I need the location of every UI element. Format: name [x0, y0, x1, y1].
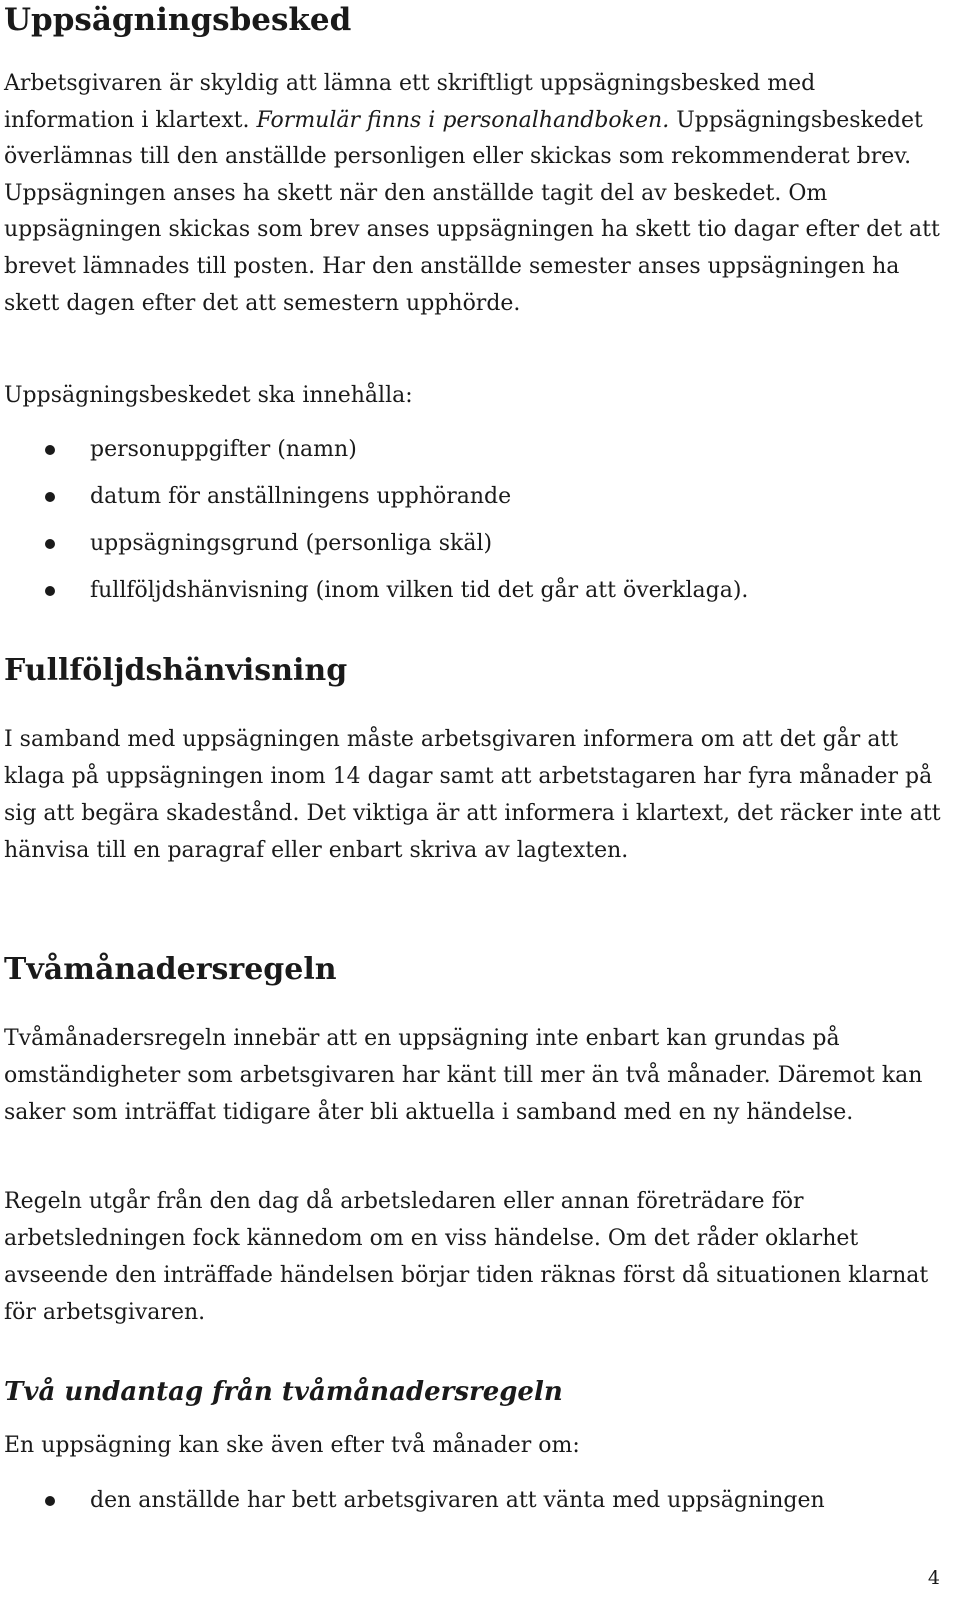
paragraph-text-start: Arbetsgivaren är skyldig att lämna ett skriftligt uppsägningsbesked med information i klartext. [4, 71, 816, 133]
paragraph-tvamanadersregeln-1: Tvåmånadersregeln innebär att en uppsägning inte enbart kan grundas på omständigheter som arbetsgivaren har känt till mer än två månader. Däremot kan saker som inträffat tidigare åter bli aktuella i samband med en ny händelse. [4, 1026, 923, 1125]
bullet-icon [45, 1496, 55, 1506]
paragraph-tvamanadersregeln-2: Regeln utgår från den dag då arbetsledaren eller annan företrädare för arbetsledningen fock kännedom om en viss händelse. Om det råder oklarhet avseende den inträffade händelsen börjar tiden räknas först då situationen klarnat för arbetsgivaren. [4, 1189, 929, 1325]
bullet-list-undantag [4, 1477, 944, 1524]
list-item [4, 426, 944, 473]
bullet-icon [45, 539, 55, 549]
list-item [4, 473, 944, 520]
bullet-icon [45, 492, 55, 502]
section-heading-fullfoljdshanvisning: Fullföljdshänvisning [4, 653, 348, 688]
paragraph-fullfoljdshanvisning: I samband med uppsägningen måste arbetsgivaren informera om att det går att klaga på uppsägningen inom 14 dagar samt att arbetstagaren har fyra månader på sig att begära skadestånd. Det viktiga är att informera i klartext, det räcker inte att hänvisa till en paragraf eller enbart skriva av lagtexten. [4, 727, 941, 863]
bullet-icon [45, 445, 55, 455]
list-item [4, 520, 944, 567]
list-item [4, 567, 944, 614]
section-heading-tvamanadersregeln: Tvåmånadersregeln [4, 952, 337, 987]
bullet-icon [45, 586, 55, 596]
section-heading-undantag: Två undantag från tvåmånadersregeln [4, 1377, 563, 1407]
bullet-list-besked [4, 426, 944, 614]
paragraph-text-end: Uppsägningsbeskedet överlämnas till den anställde personligen eller skickas som rekommenderat brev. Uppsägningen anses ha skett när den anställde tagit del av beskedet. Om uppsägningen skickas som brev anses uppsägningen ha skett tio dagar efter det att brevet lämnades till posten. Har den anställde semester anses uppsägningen ha skett dagen efter det att semestern upphörde. [4, 107, 940, 316]
list-item [4, 1477, 944, 1524]
paragraph-text-italic: Formulär finns i personalhandboken. [256, 107, 670, 133]
paragraph-undantag-intro: En uppsägning kan ske även efter två månader om: [4, 1433, 580, 1458]
list-item-text: den anställde har bett arbetsgivaren att vänta med uppsägningen [90, 1488, 825, 1513]
list-intro: Uppsägningsbeskedet ska innehålla: [4, 383, 413, 408]
list-item-text: uppsägningsgrund (personliga skäl) [90, 531, 493, 556]
list-item-text: personuppgifter (namn) [90, 437, 357, 462]
paragraph-uppsagningsbesked [4, 66, 944, 322]
section-heading-uppsagningsbesked: Uppsägningsbesked [4, 2, 352, 38]
list-item-text: fullföljdshänvisning (inom vilken tid det går att överklaga). [90, 578, 749, 603]
page-number: 4 [927, 1567, 940, 1589]
list-item-text: datum för anställningens upphörande [90, 484, 512, 509]
